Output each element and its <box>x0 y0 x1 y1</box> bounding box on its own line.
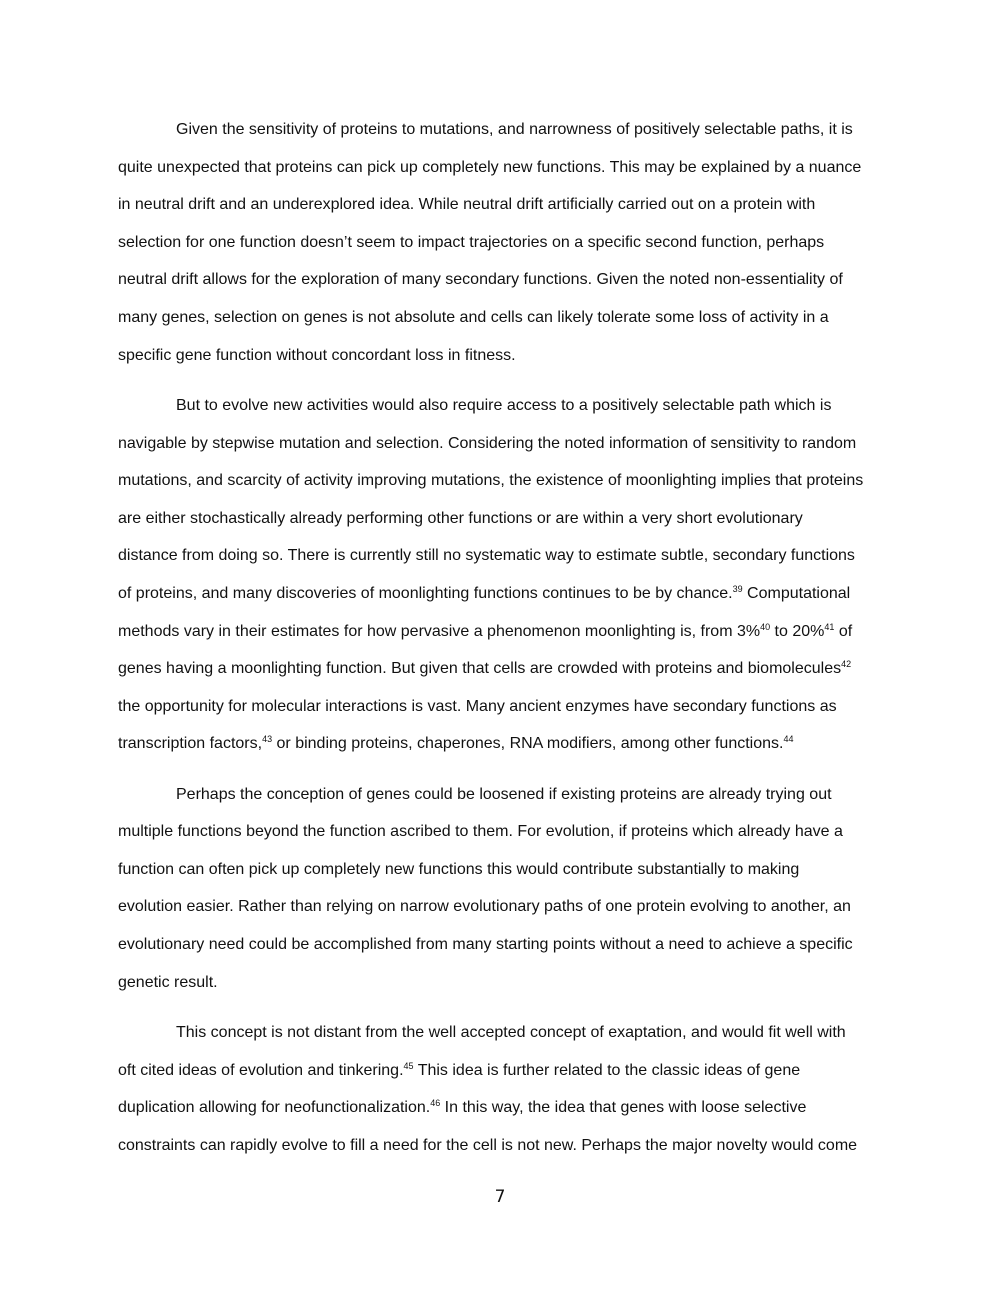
text-line: This concept is not distant from the well accepted concept of exaptation, and would fit well with <box>176 1024 846 1042</box>
text-line: constraints can rapidly evolve to fill a need for the cell is not new. Perhaps the major novelty would come <box>118 1136 858 1154</box>
citation-ref: 41 <box>824 621 835 632</box>
text-line: selection for one function doesn’t seem to impact trajectories on a specific second function, perhaps <box>118 233 825 251</box>
citation-ref: 42 <box>841 659 852 670</box>
paragraph-2 <box>118 387 888 763</box>
line-text: or binding proteins, chaperones, RNA modifiers, among other functions. <box>272 735 784 753</box>
text-line <box>118 650 888 688</box>
text-line: multiple functions beyond the function ascribed to them. For evolution, if proteins which already have a <box>118 823 843 841</box>
paragraph-3 <box>118 776 888 1002</box>
text-line: mutations, and scarcity of activity improving mutations, the existence of moonlighting implies that proteins <box>118 472 864 490</box>
line-text: oft cited ideas of evolution and tinkering. <box>118 1061 404 1079</box>
line-text: of <box>834 622 853 640</box>
line-text: methods vary in their estimates for how pervasive a phenomenon moonlighting is, from 3% <box>118 622 761 640</box>
text-line: navigable by stepwise mutation and selection. Considering the noted information of sensitivity to random <box>118 434 857 452</box>
paragraph-gap <box>118 374 888 387</box>
citation-ref: 40 <box>760 621 771 632</box>
text-line: are either stochastically already performing other functions or are within a very short evolutionary <box>118 509 803 527</box>
text-line: many genes, selection on genes is not absolute and cells can likely tolerate some loss of activity in a <box>118 308 829 326</box>
text-line: evolutionary need could be accomplished from many starting points without a need to achieve a specific <box>118 936 853 954</box>
line-text: Computational <box>742 584 851 602</box>
text-line: Perhaps the conception of genes could be loosened if existing proteins are already trying out <box>176 785 832 803</box>
citation-ref: 44 <box>783 734 794 745</box>
line-text: to 20% <box>770 622 825 640</box>
text-line <box>118 1052 888 1090</box>
paragraph-gap <box>118 1001 888 1014</box>
page-number: 7 <box>494 1187 506 1207</box>
text-line <box>118 575 888 613</box>
text-line: quite unexpected that proteins can pick up completely new functions. This may be explained by a nuance <box>118 158 862 176</box>
text-line: genetic result. <box>118 973 218 991</box>
citation-ref: 46 <box>430 1098 441 1109</box>
text-line <box>118 1089 888 1127</box>
text-line: distance from doing so. There is currently still no systematic way to estimate subtle, secondary functions <box>118 547 855 565</box>
text-line: Given the sensitivity of proteins to mutations, and narrowness of positively selectable paths, it is <box>176 121 853 138</box>
line-text: genes having a moonlighting function. But given that cells are crowded with proteins and biomolecules <box>118 660 842 678</box>
text-line: the opportunity for molecular interactions is vast. Many ancient enzymes have secondary functions as <box>118 697 837 715</box>
citation-ref: 45 <box>403 1060 414 1071</box>
text-line: function can often pick up completely new functions this would contribute substantially to making <box>118 860 800 878</box>
citation-ref: 39 <box>732 583 743 594</box>
citation-ref: 43 <box>262 734 273 745</box>
line-text: of proteins, and many discoveries of moonlighting functions continues to be by chance. <box>118 584 733 602</box>
text-line: evolution easier. Rather than relying on narrow evolutionary paths of one protein evolving to another, an <box>118 898 851 916</box>
line-text: transcription factors, <box>118 735 263 753</box>
line-text: In this way, the idea that genes with loose selective <box>440 1099 807 1117</box>
line-text: duplication allowing for neofunctionalization. <box>118 1099 431 1117</box>
paragraph-4 <box>118 1014 888 1164</box>
paragraph-1 <box>118 111 888 374</box>
document-body <box>118 111 888 1164</box>
text-line: specific gene function without concordant loss in fitness. <box>118 346 516 364</box>
text-line: neutral drift allows for the exploration of many secondary functions. Given the noted non-essentiality of <box>118 271 843 289</box>
text-line <box>118 613 888 651</box>
line-text: This idea is further related to the classic ideas of gene <box>413 1061 801 1079</box>
paragraph-gap <box>118 763 888 776</box>
text-line: in neutral drift and an underexplored idea. While neutral drift artificially carried out on a protein with <box>118 196 816 214</box>
text-line: But to evolve new activities would also require access to a positively selectable path which is <box>176 396 832 414</box>
text-line <box>118 725 888 763</box>
